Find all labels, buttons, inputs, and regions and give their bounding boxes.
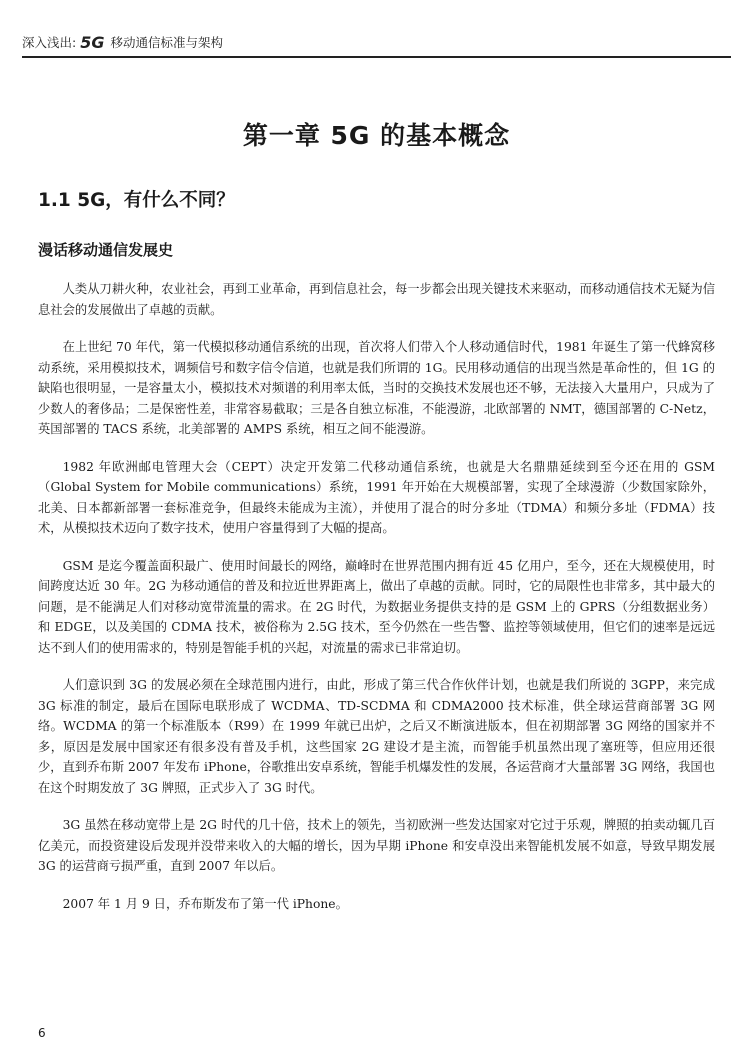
- header-suffix: 移动通信标准与架构: [110, 35, 223, 50]
- body-text: [38, 279, 715, 931]
- subsection-title: 漫话移动通信发展史: [38, 241, 174, 259]
- chapter-title: 第一章 5G 的基本概念: [242, 121, 511, 150]
- paragraph: 3G 虽然在移动宽带上是 2G 时代的几十倍，技术上的领先，当初欧洲一些发达国家对它过于乐观，牌照的拍卖动辄几百亿美元，而投资建设后发现并没带来收入的大幅的增长，因为早期 iPhone 和安卓没出来智能机发展不如意，导致早期发展 3G 的运营商亏损严重，直到 2007 年以后。: [38, 818, 715, 873]
- paragraph: 人们意识到 3G 的发展必须在全球范围内进行，由此，形成了第三代合作伙伴计划，也就是我们所说的 3GPP，来完成 3G 标准的制定，最后在国际电联形成了 WCDMA、TD-SCDMA 和 CDMA2000 技术标准，供全球运营商部署 3G 网络。WCDMA 的第一个标准版本（R99）在 1999 年就已出炉，之后又不断演进版本，但在初期部署 3G 网络的国家并不多，原因是发展中国家还有很多没有普及手机，这些国家 2G 建设才是主流，而智能手机虽然出现了塞班等，但应用还很少，直到乔布斯 2007 年发布 iPhone，谷歌推出安卓系统，智能手机爆发性的发展，各运营商才大量部署 3G 网络，我国也在这个时期发放了 3G 牌照，正式步入了 3G 时代。: [38, 678, 715, 795]
- header-brand: 5G: [80, 32, 105, 52]
- page-number: 6: [38, 1026, 46, 1040]
- paragraph: 人类从刀耕火种，农业社会，再到工业革命，再到信息社会，每一步都会出现关键技术来驱动，而移动通信技术无疑为信息社会的发展做出了卓越的贡献。: [38, 282, 715, 317]
- paragraph: 1982 年欧洲邮电管理大会（CEPT）决定开发第二代移动通信系统，也就是大名鼎鼎延续到至今还在用的 GSM（Global System for Mobile communications）系统，1991 年开始在大规模部署，实现了全球漫游（少数国家除外，北美、日本都新部署一套标准竞争，但最终未能成为主流），并使用了混合的时分多址（TDMA）和频分多址（FDMA）技术，从模拟技术迈向了数字技术，使用户容量得到了大幅的提高。: [38, 459, 715, 535]
- paragraph: 2007 年 1 月 9 日，乔布斯发布了第一代 iPhone。: [62, 896, 348, 911]
- section-title: 1.1 5G，有什么不同？: [38, 190, 235, 211]
- header-prefix: 深入浅出:: [22, 35, 77, 50]
- paragraph: GSM 是迄今覆盖面积最广、使用时间最长的网络，巅峰时在世界范围内拥有近 45 亿用户，至今，还在大规模使用，时间跨度达近 30 年。2G 为移动通信的普及和拉近世界距离上，做出了卓越的贡献。同时，它的局限性也非常多，其中最大的问题，是不能满足人们对移动宽带流量的需求。在 2G 时代，为数据业务提供支持的是 GSM 上的 GPRS（分组数据业务）和 EDGE，以及美国的 CDMA 技术，被俗称为 2.5G 技术，至今仍然在一些告警、监控等领域使用，但它们的速率是远远达不到人们的使用需求的，特别是智能手机的兴起，对流量的需求已非常迫切。: [38, 558, 715, 655]
- running-header: [22, 28, 731, 58]
- paragraph: 在上世纪 70 年代，第一代模拟移动通信系统的出现，首次将人们带入个人移动通信时代，1981 年诞生了第一代蜂窝移动系统，采用模拟技术，调频信号和数字信令信道，也就是我们所谓的 1G。民用移动通信的出现当然是革命性的，但 1G 的缺陷也很明显，一是容量太小，模拟技术对频谱的利用率太低，当时的交换技术发展也还不够，无法接入大量用户，只成为了少数人的奢侈品；二是保密性差，非常容易截取；三是各自独立标准，不能漫游，北欧部署的 NMT，德国部署的 C-Netz，英国部署的 TACS 系统，北美部署的 AMPS 系统，相互之间不能漫游。: [38, 340, 715, 436]
